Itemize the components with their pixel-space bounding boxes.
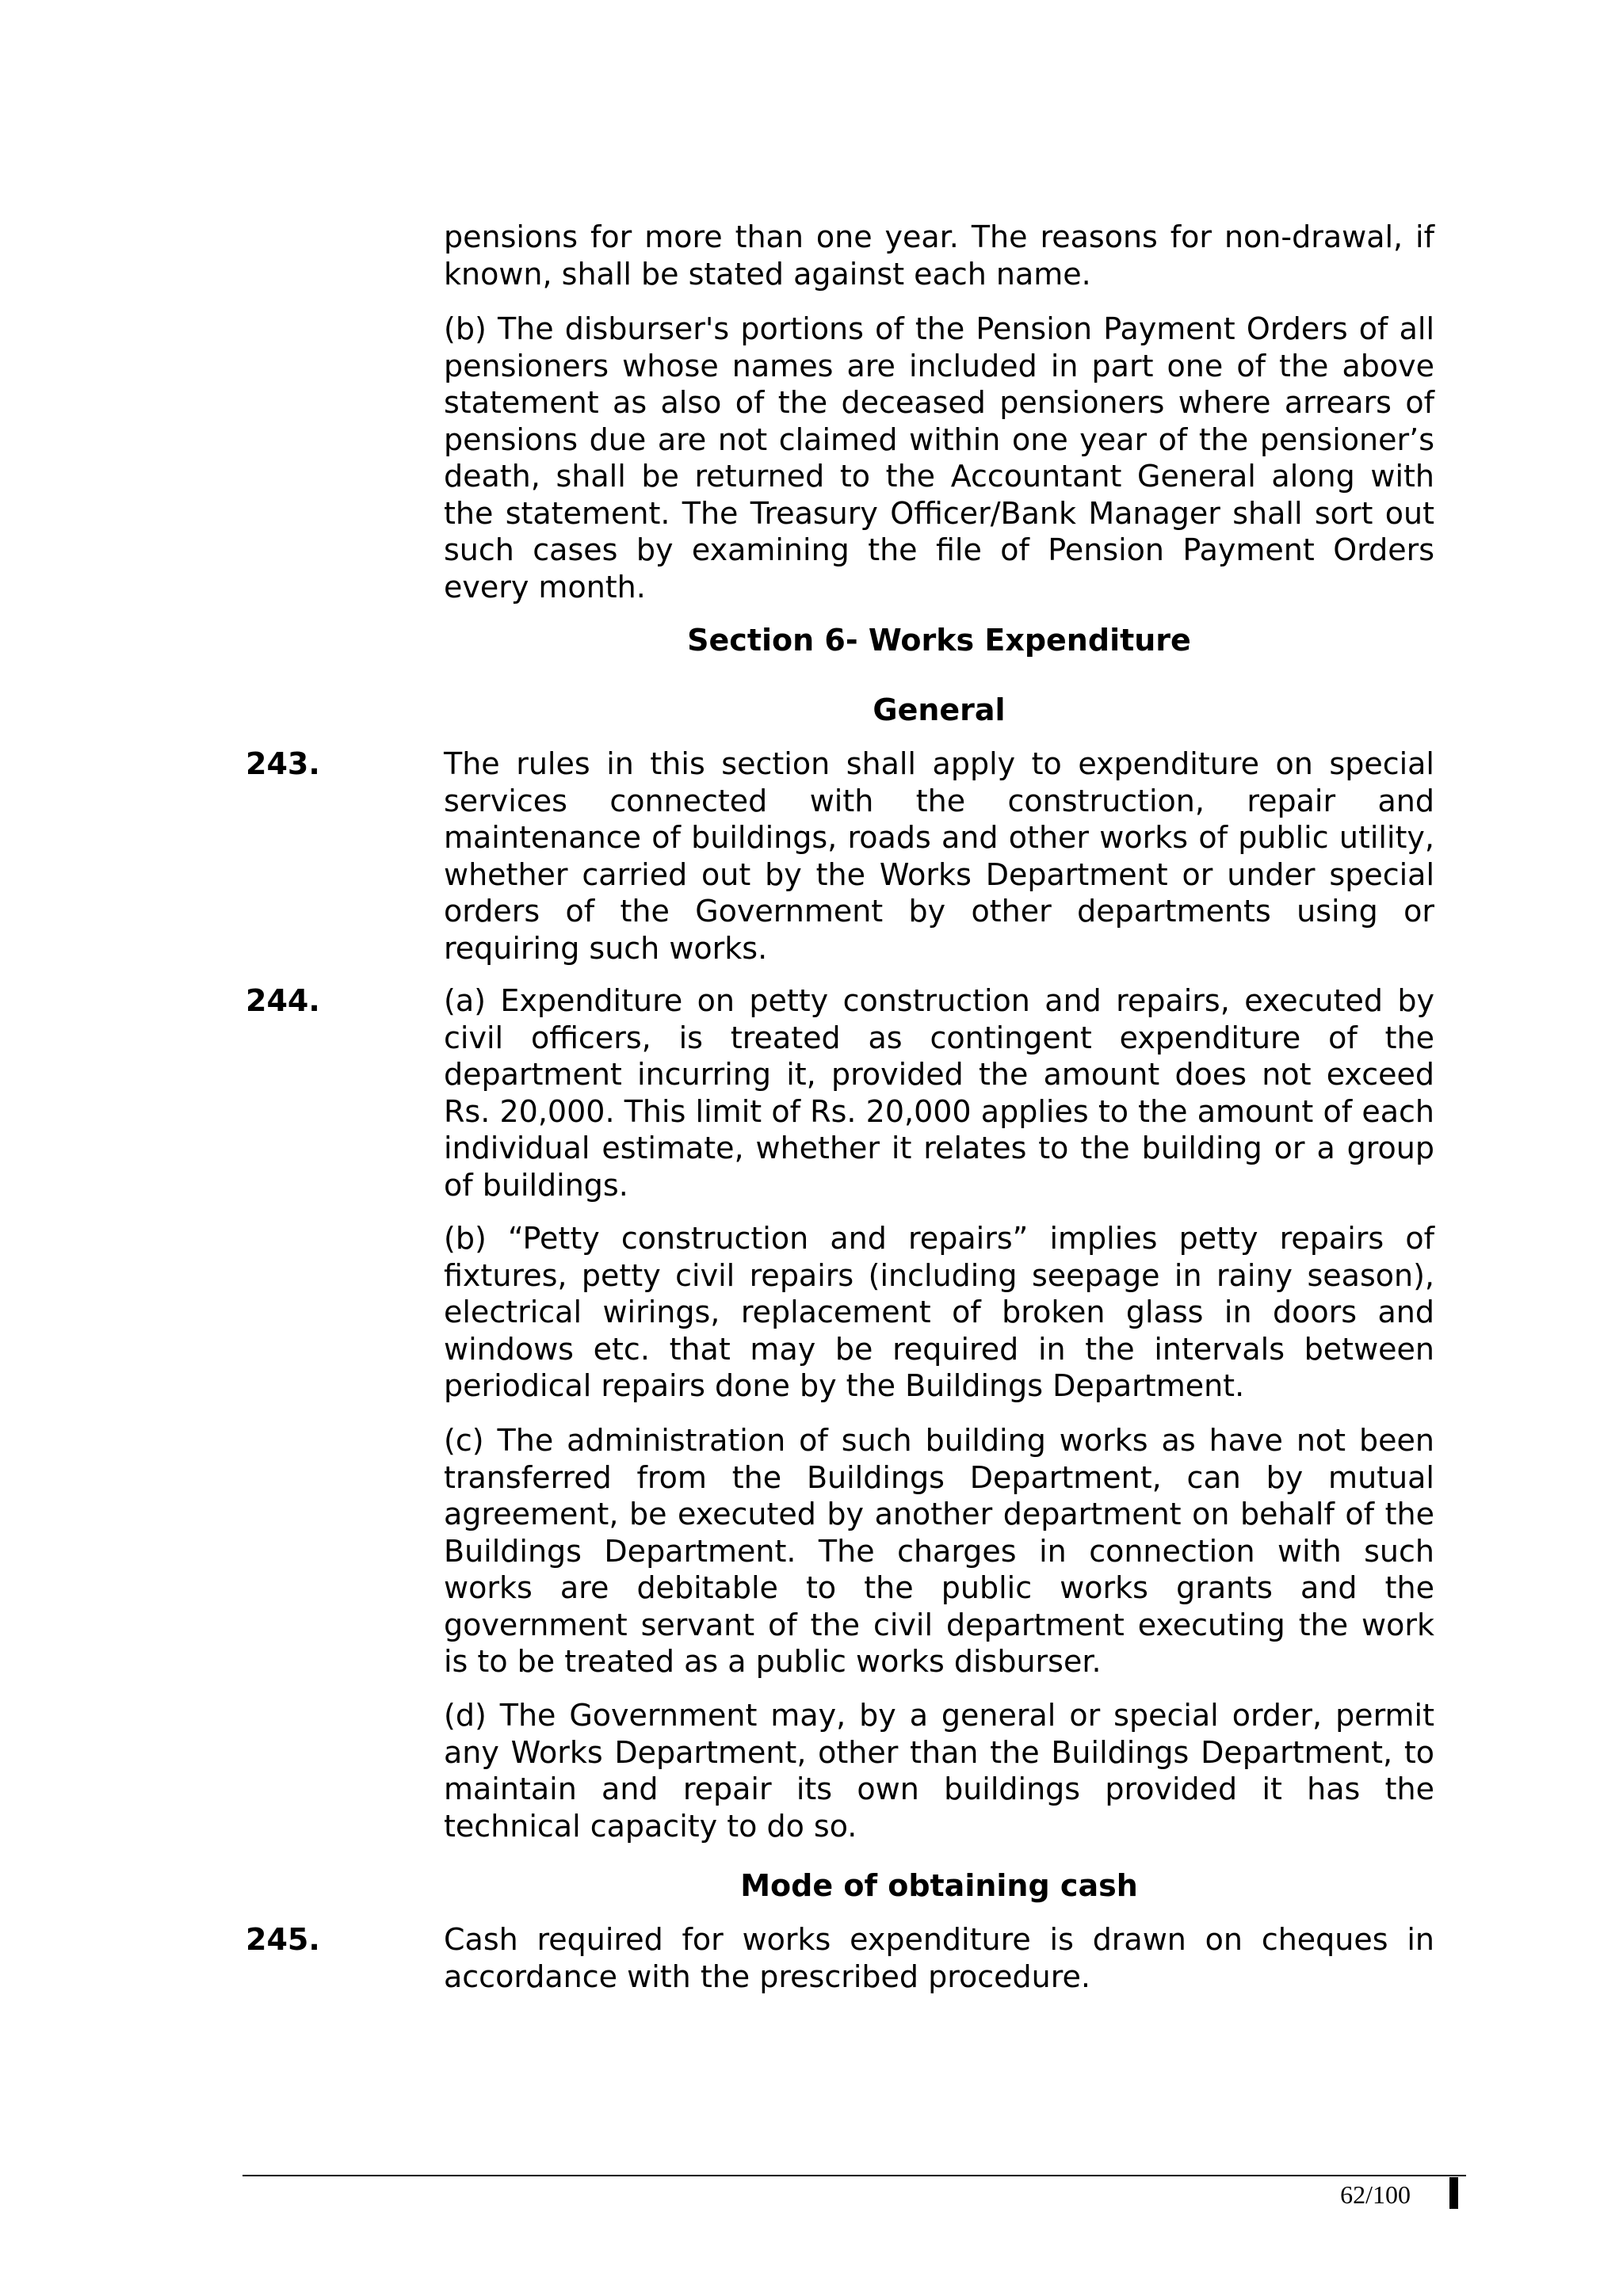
rule-244-clause-a: (a) Expenditure on petty construction and repairs, executed by civil officers, is treated as contingent expenditure of the department incurring it, provided the amount does not exceed Rs. 20,000. This limit of Rs. 20,000 applies to the amount of each individual estimate, whether it relates to the building or a group of buildings. <box>444 983 1434 1203</box>
footer-bar-mark <box>1449 2177 1458 2209</box>
subheading-mode-of-obtaining-cash: Mode of obtaining cash <box>740 1868 1138 1903</box>
section-heading: Section 6- Works Expenditure <box>687 623 1191 658</box>
rule-244-clause-c: (c) The administration of such building works as have not been transferred from the Buildings Department, can by mutual agreement, be executed by another department on behalf of the Buildings Department. The charges in connection with such works are debitable to the public works grants and the government servant of the civil department executing the work is to be treated as a public works disburser. <box>444 1423 1434 1679</box>
footer-divider <box>242 2175 1466 2176</box>
rule-245-text: Cash required for works expenditure is drawn on cheques in accordance with the prescribed procedure. <box>444 1922 1434 1994</box>
rule-244-clause-d: (d) The Government may, by a general or special order, permit any Works Department, other than the Buildings Department, to maintain and repair its own buildings provided it has the technical capacity to do so. <box>444 1698 1434 1844</box>
continuation-paragraph: pensions for more than one year. The reasons for non-drawal, if known, shall be stated against each name. <box>444 219 1434 292</box>
rule-number-243: 243. <box>246 746 320 781</box>
rule-244-clause-b: (b) “Petty construction and repairs” implies petty repairs of fixtures, petty civil repairs (including seepage in rainy season), electrical wirings, replacement of broken glass in doors and windows etc. that may be required in the intervals between periodical repairs done by the Buildings Department. <box>444 1221 1434 1403</box>
rule-number-245: 245. <box>246 1922 320 1957</box>
page-number: 62/100 <box>1340 2180 1411 2209</box>
subheading-general: General <box>873 692 1006 727</box>
pension-clause-b: (b) The disburser's portions of the Pension Payment Orders of all pensioners whose names are included in part one of the above statement as also of the deceased pensioners where arrears of pensions due are not claimed within one year of the pensioner’s death, shall be returned to the Accountant General along with the statement. The Treasury Officer/Bank Manager shall sort out such cases by examining the file of Pension Payment Orders every month. <box>444 311 1434 605</box>
rule-number-244: 244. <box>246 983 320 1018</box>
rule-243-text: The rules in this section shall apply to expenditure on special services connected with the construction, repair and maintenance of buildings, roads and other works of public utility, whether carried out by the Works Department or under special orders of the Government by other departments using or requiring such works. <box>444 746 1434 966</box>
